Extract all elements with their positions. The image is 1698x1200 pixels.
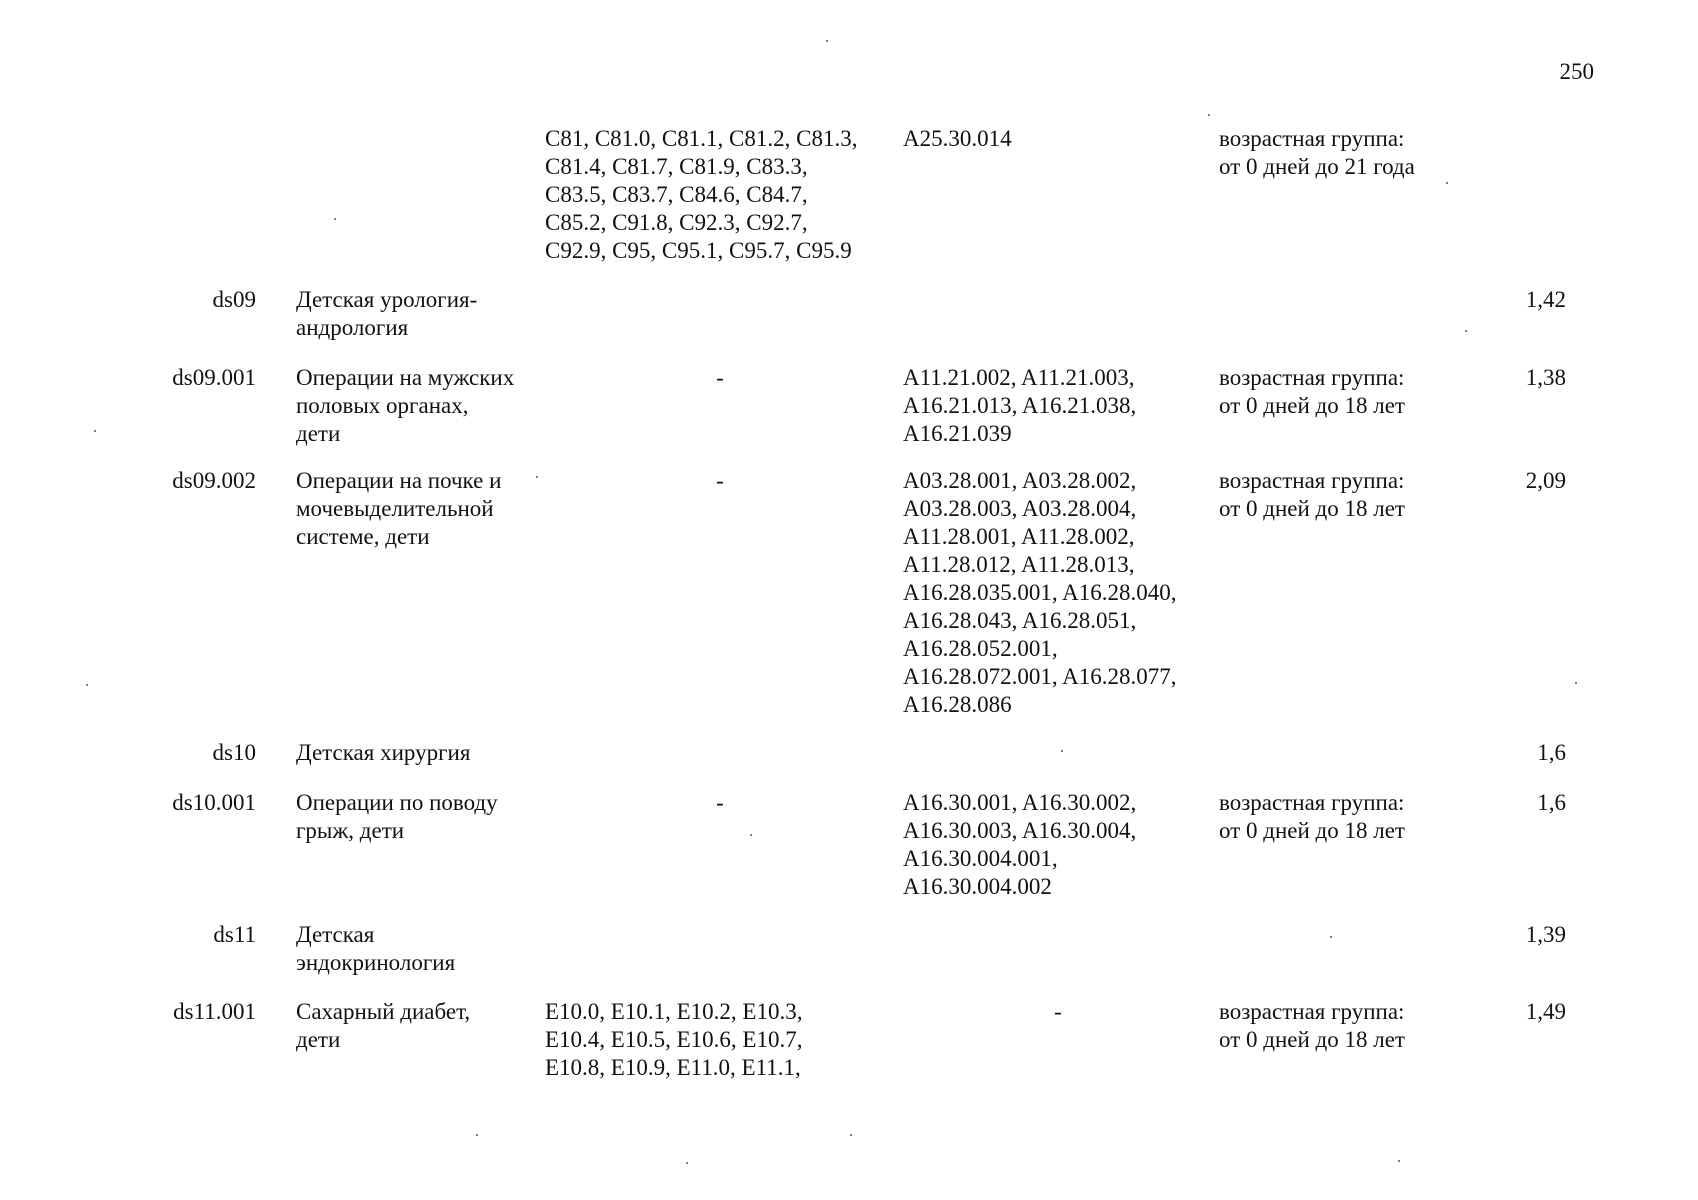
scan-speck [86,684,88,686]
group-code: ds10.001 [172,790,256,815]
scan-speck [850,1134,852,1136]
scan-speck [94,430,96,432]
scan-speck [1061,750,1063,752]
scan-speck [1208,114,1210,116]
group-name: Сахарный диабет, дети [296,999,471,1052]
criteria: возрастная группа: от 0 дней до 18 лет [1219,999,1405,1052]
scan-speck [1465,330,1467,332]
coefficient: 1,39 [1525,922,1566,947]
criteria: возрастная группа: от 0 дней до 21 года [1219,126,1415,179]
scan-speck [1446,182,1448,184]
coefficient: 1,6 [1537,740,1566,765]
group-name: Операции на почке и мочевыделительной системе, дети [296,468,502,549]
group-name: Операции на мужских половых органах, дети [296,365,515,446]
procedure-codes: A03.28.001, A03.28.002, A03.28.003, A03.28.004, A11.28.001, A11.28.002, A11.28.012, A11.28.013, A16.28.035.001, A16.28.040, A16.28.043, A16.28.051, A16.28.052.001, A16.28.072.001, A16.28.077, A16.28.086 [903,468,1177,717]
group-code: ds11.001 [173,999,256,1024]
scan-speck [536,476,538,478]
scan-speck [334,218,336,220]
criteria: возрастная группа: от 0 дней до 18 лет [1219,468,1405,521]
group-name: Детская хирургия [296,740,471,765]
diagnosis-codes: E10.0, E10.1, E10.2, E10.3, E10.4, E10.5, E10.6, E10.7, E10.8, E10.9, E11.0, E11.1, [545,999,803,1080]
criteria: возрастная группа: от 0 дней до 18 лет [1219,365,1405,418]
diagnosis-codes: - [716,468,724,493]
scan-speck [476,1134,478,1136]
group-code: ds09 [212,287,256,312]
coefficient: 1,6 [1537,790,1566,815]
group-code: ds10 [212,740,256,765]
group-name: Детская урология- андрология [296,287,478,340]
procedure-codes: A16.30.001, A16.30.002, A16.30.003, A16.30.004, A16.30.004.001, A16.30.004.002 [903,790,1137,899]
group-code: ds09.001 [172,365,256,390]
group-code: ds09.002 [172,468,256,493]
scan-speck [1330,936,1332,938]
criteria: возрастная группа: от 0 дней до 18 лет [1219,790,1405,843]
procedure-codes: A25.30.014 [903,126,1012,151]
scan-speck [750,834,752,836]
scan-speck [1575,682,1577,684]
diagnosis-codes: C81, C81.0, C81.1, C81.2, C81.3, C81.4, C81.7, C81.9, C83.3, C83.5, C83.7, C84.6, C84.7, C85.2, C91.8, C92.3, C92.7, C92.9, C95, C95.1, C95.7, C95.9 [545,126,858,263]
diagnosis-codes: - [716,790,724,815]
diagnosis-codes: - [716,365,724,390]
scan-speck [826,40,828,42]
coefficient: 1,49 [1525,999,1566,1024]
coefficient: 2,09 [1525,468,1566,493]
coefficient: 1,42 [1525,287,1566,312]
group-code: ds11 [213,922,256,947]
scan-speck [1398,1160,1400,1162]
group-name: Детская эндокринология [296,922,456,975]
page-number: 250 [1559,59,1594,84]
scan-speck [686,1162,688,1164]
procedure-codes: - [1054,999,1062,1024]
group-name: Операции по поводу грыж, дети [296,790,498,843]
coefficient: 1,38 [1525,365,1566,390]
procedure-codes: A11.21.002, A11.21.003, A16.21.013, A16.21.038, A16.21.039 [903,365,1137,446]
